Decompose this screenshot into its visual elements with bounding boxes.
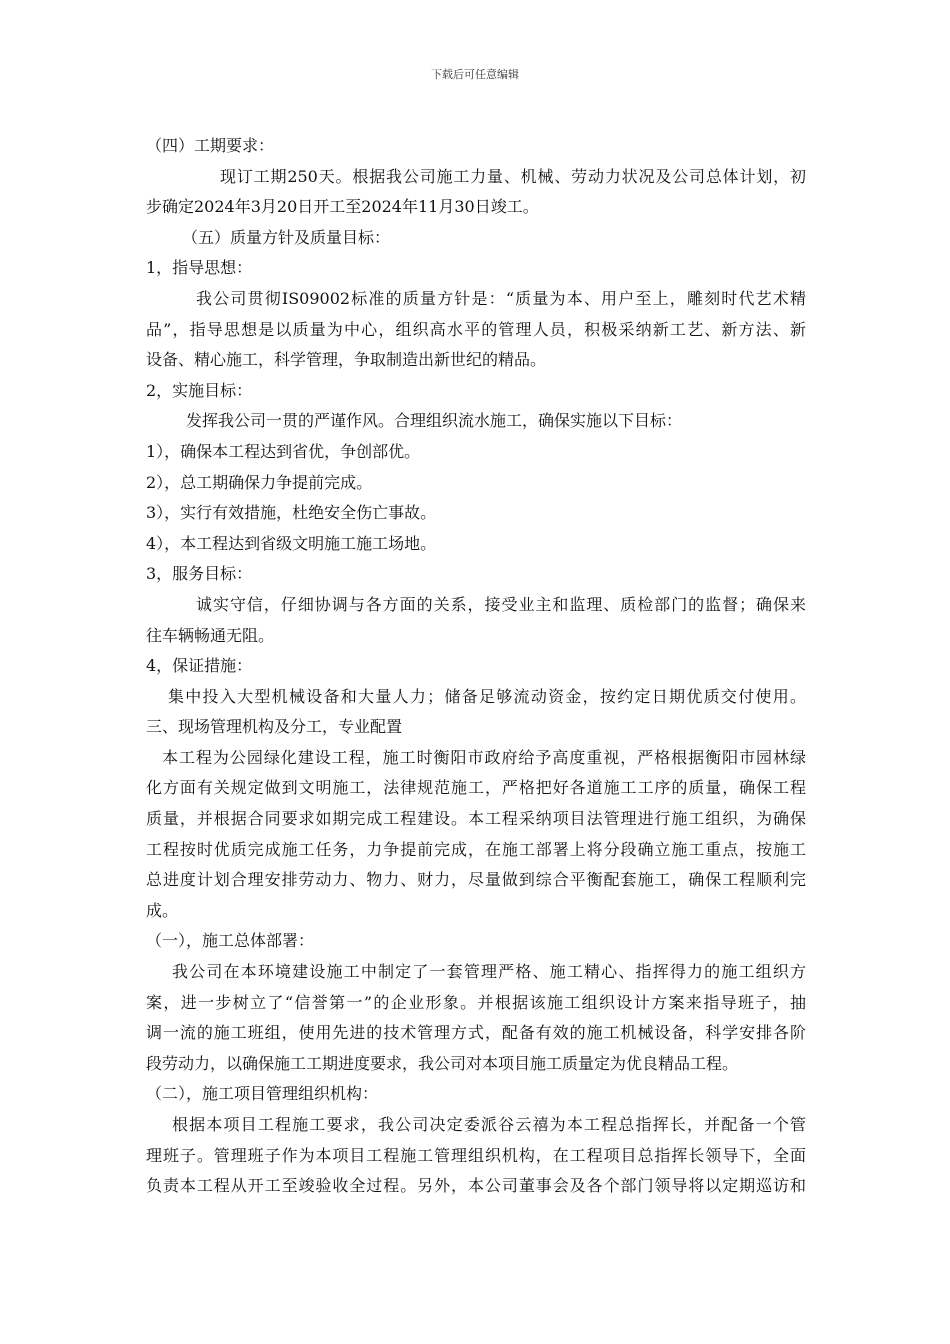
document-body <box>146 131 806 1202</box>
text-line: 调一流的施工班组，使用先进的技术管理方式，配备有效的施工机械设备，科学安排各阶 <box>146 1023 806 1043</box>
text-line: （二），施工项目管理组织机构： <box>146 1084 379 1104</box>
text-line: 理班子。管理班子作为本项目工程施工管理组织机构，在工程项目总指挥长领导下，全面 <box>146 1145 806 1165</box>
text-line: 诚实守信，仔细协调与各方面的关系，接受业主和监理、质检部门的监督；确保来 <box>196 594 806 614</box>
page-header: 下载后可任意编辑 <box>431 68 519 81</box>
text-line: 4，保证措施： <box>146 656 253 676</box>
text-line: 总进度计划合理安排劳动力、物力、财力，尽量做到综合平衡配套施工，确保工程顺利完 <box>146 870 806 890</box>
text-line: 发挥我公司一贯的严谨作风。合理组织流水施工，确保实施以下目标： <box>186 411 683 431</box>
text-line: 工程按时优质完成施工任务，力争提前完成，在施工部署上将分段确立施工重点，按施工 <box>146 839 806 859</box>
text-line: 三、现场管理机构及分工，专业配置 <box>146 717 403 737</box>
text-line: （四）工期要求： <box>146 136 275 155</box>
text-line: 根据本项目工程施工要求，我公司决定委派谷云禧为本工程总指挥长，并配备一个管 <box>172 1115 806 1134</box>
text-line: （五）质量方针及质量目标： <box>182 227 391 247</box>
text-line: 段劳动力，以确保施工工期进度要求，我公司对本项目施工质量定为优良精品工程。 <box>146 1053 739 1073</box>
text-line: 化方面有关规定做到文明施工，法律规范施工，严格把好各道施工工序的质量，确保工程 <box>146 778 806 798</box>
text-line: 往车辆畅通无阻。 <box>146 625 275 645</box>
text-line: 负责本工程从开工至竣验收全过程。另外，本公司董事会及各个部门领导将以定期巡访和 <box>146 1176 806 1196</box>
text-line: 3），实行有效措施，杜绝安全伤亡事故。 <box>146 503 437 523</box>
text-line: 3，服务目标： <box>146 564 253 584</box>
text-line: 2），总工期确保力争提前完成。 <box>146 472 373 492</box>
text-line: 质量，并根据合同要求如期完成工程建设。本工程采纳项目法管理进行施工组织，为确保 <box>146 809 806 829</box>
text-line: 品”，指导思想是以质量为中心，组织高水平的管理人员，积极采纳新工艺、新方法、新 <box>146 319 806 339</box>
text-line: 设备、精心施工，科学管理，争取制造出新世纪的精品。 <box>146 350 547 370</box>
text-line: 我公司贯彻IS09002标准的质量方针是：“质量为本、用户至上，雕刻时代艺术精 <box>196 288 806 308</box>
text-line: 案，进一步树立了“信誉第一”的企业形象。并根据该施工组织设计方案来指导班子，抽 <box>146 992 806 1012</box>
text-line: 1，指导思想： <box>146 258 253 278</box>
text-line: 2，实施目标： <box>146 380 253 400</box>
text-line: 步确定2024年3月20日开工至2024年11月30日竣工。 <box>146 197 539 217</box>
text-line: 我公司在本环境建设施工中制定了一套管理严格、施工精心、指挥得力的施工组织方 <box>172 962 806 982</box>
text-line: 成。 <box>146 900 179 920</box>
text-line: 本工程为公园绿化建设工程，施工时衡阳市政府给予高度重视，严格根据衡阳市园林绿 <box>162 747 806 767</box>
text-line: 4），本工程达到省级文明施工施工场地。 <box>146 533 437 553</box>
text-line: （一），施工总体部署： <box>146 931 315 951</box>
text-line: 集中投入大型机械设备和大量人力；储备足够流动资金，按约定日期优质交付使用。 <box>168 686 806 706</box>
text-line: 1），确保本工程达到省优，争创部优。 <box>146 441 421 461</box>
text-line: 现订工期250天。根据我公司施工力量、机械、劳动力状况及公司总体计划，初 <box>220 166 806 186</box>
